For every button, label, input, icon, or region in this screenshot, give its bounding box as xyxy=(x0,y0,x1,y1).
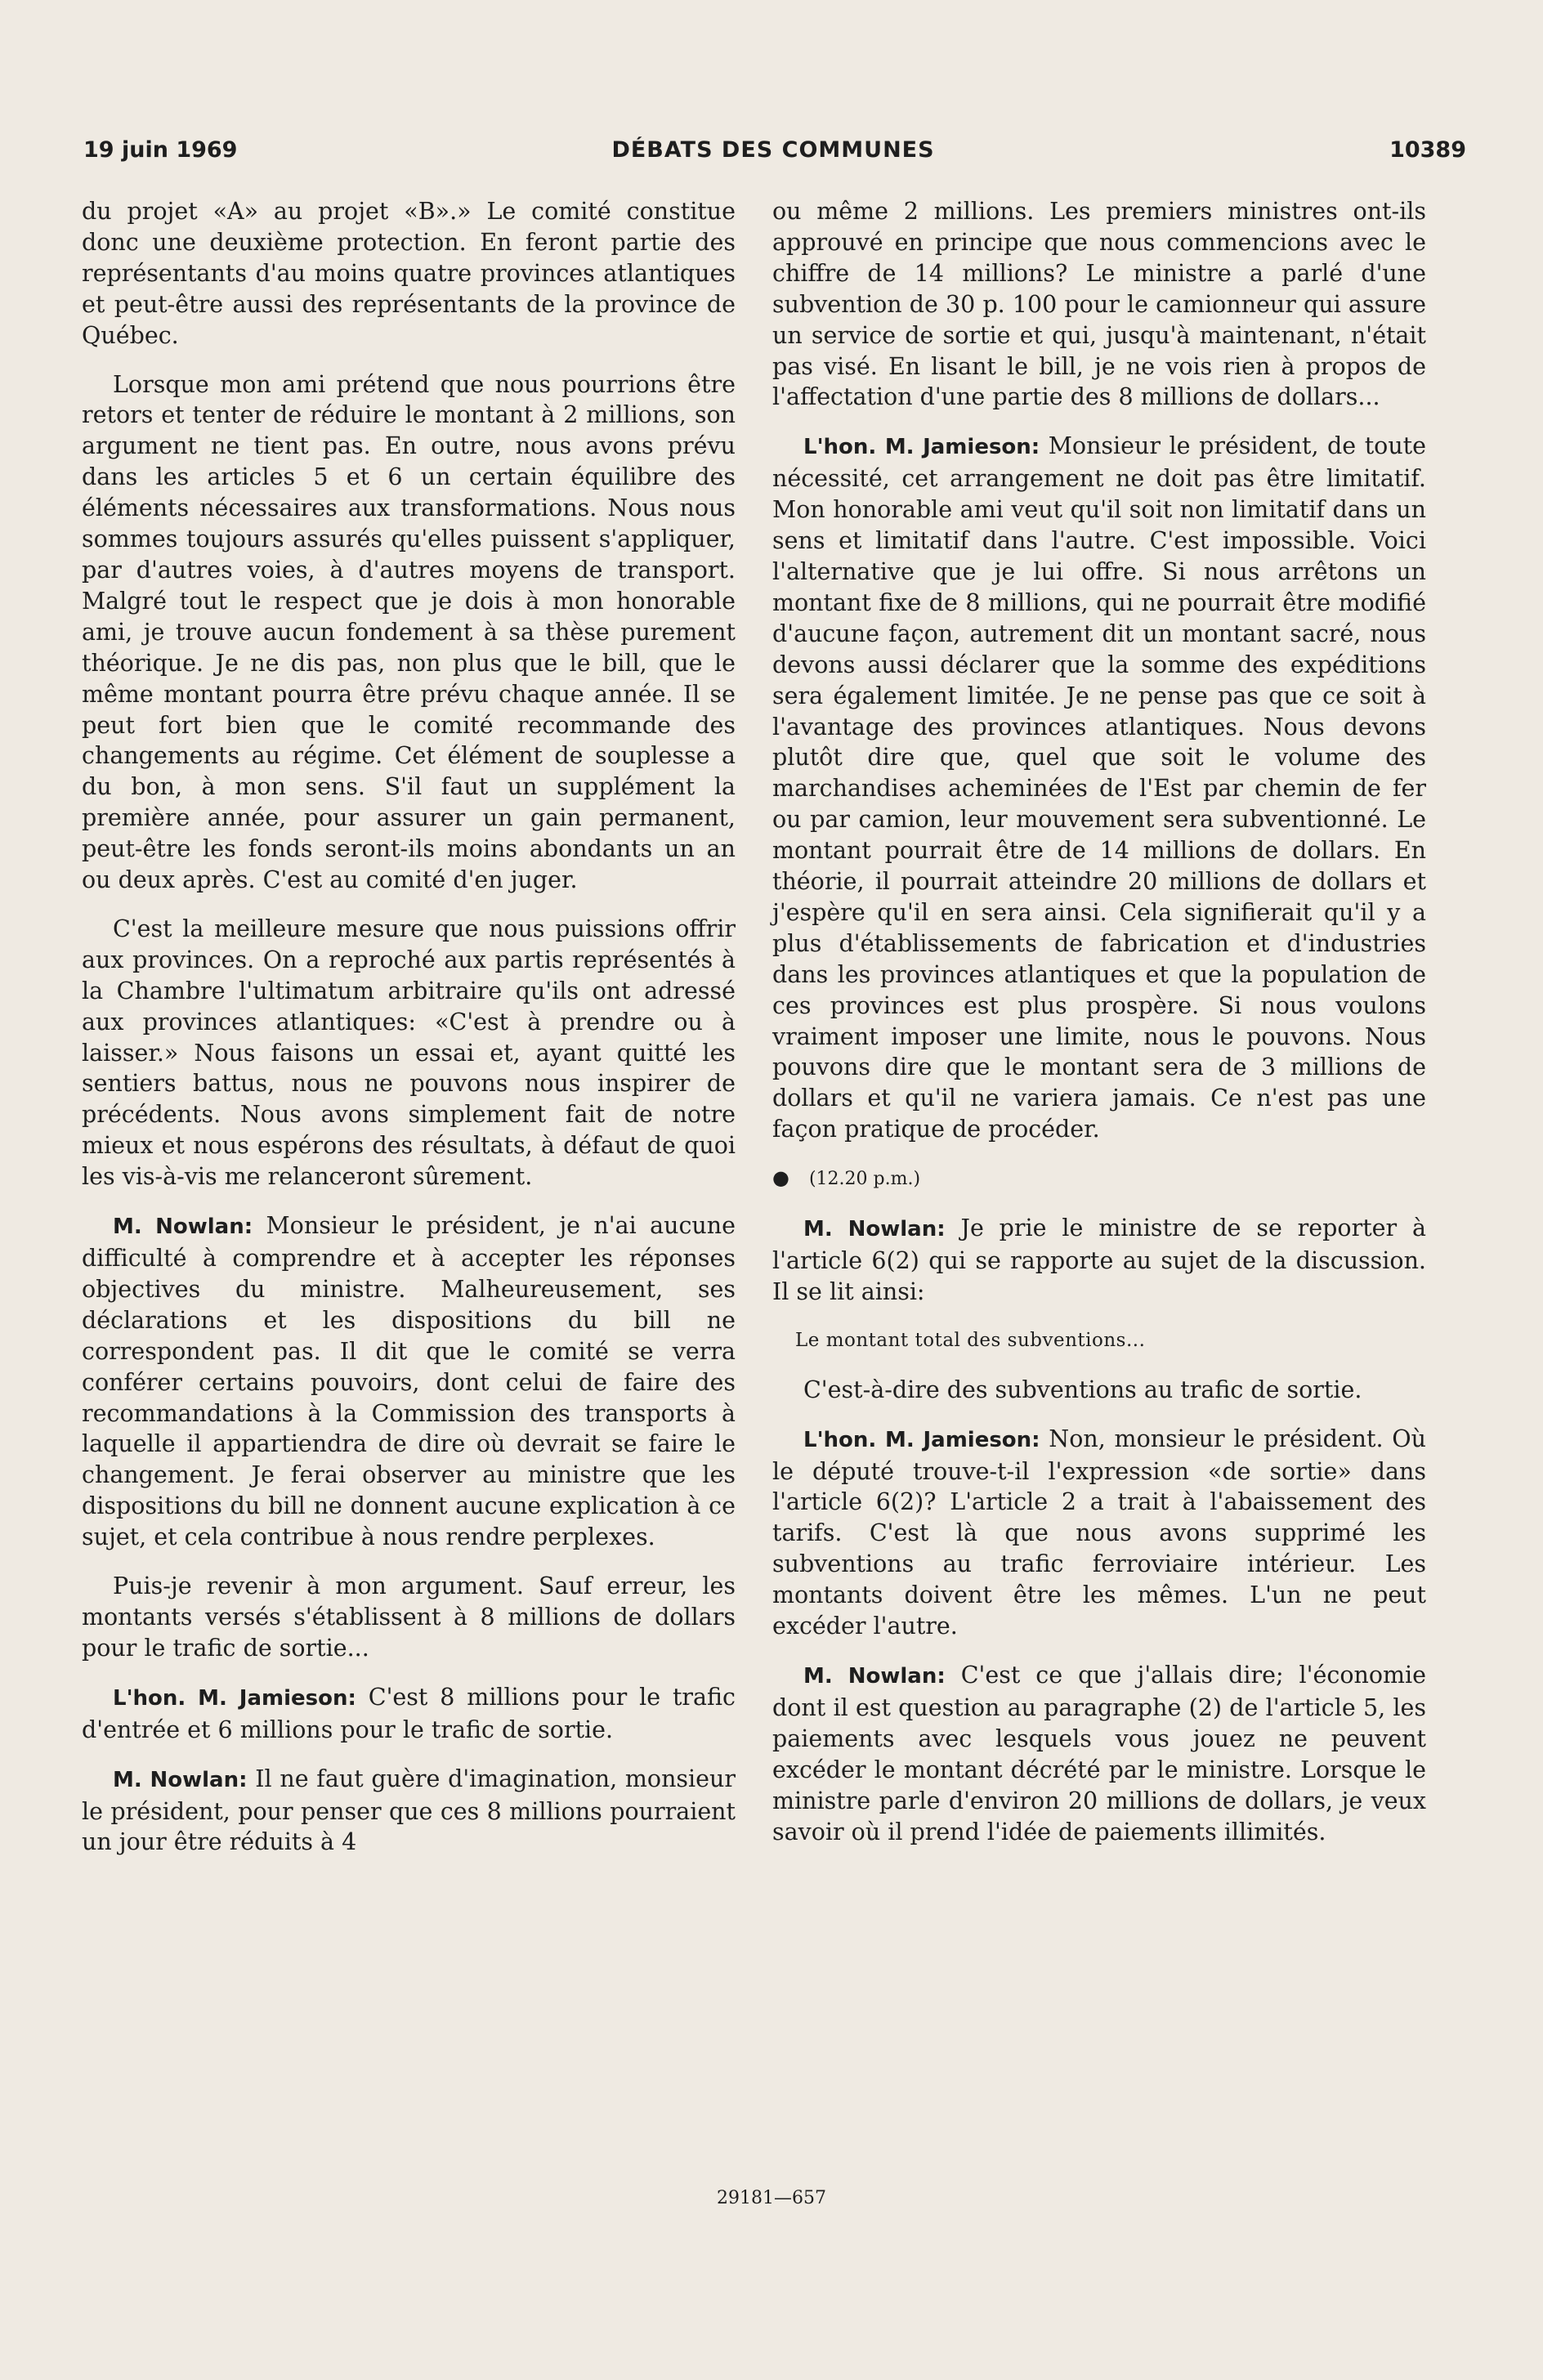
speech-text: Non, monsieur le président. Où le député trouve-t-il l'expression «de sortie» dans l'article 6(2)? L'article 2 a trait à l'abaissement des tarifs. C'est là que nous avons supprimé les subventions au trafic ferroviaire intérieur. Les montants doivent être les mêmes. L'un ne peut excéder l'autre. xyxy=(772,1425,1426,1640)
speech-text: Monsieur le président, de toute nécessité, cet arrangement ne doit pas être limitatif. Mon honorable ami veut qu'il soit non limitatif dans un sens et limitatif dans l'autre. C'est impossible. Voici l'alternative que je lui offre. Si nous arrêtons un montant fixe de 8 millions, qui ne pourrait être modifié d'aucune façon, autrement dit un montant sacré, nous devons aussi déclarer que la somme des expéditions sera également limitée. Je ne pense pas que ce soit à l'avantage des provinces atlantiques. Nous devons plutôt dire que, quel que soit le volume des marchandises acheminées de l'Est par chemin de fer ou par camion, leur mouvement sera subventionné. Le montant pourrait être de 14 millions de dollars. En théorie, il pourrait atteindre 20 millions de dollars et j'espère qu'il en sera ainsi. Cela signifierait qu'il y a plus d'établissements de fabrication et d'industries dans les provinces atlantiques et que la population de ces provinces est plus prospère. Si nous voulons vraiment imposer une limite, nous le pouvons. Nous pouvons dire que le montant sera de 3 millions de dollars et qu'il ne variera jamais. Ce n'est pas une façon pratique de procéder. xyxy=(772,432,1426,1143)
speech-paragraph xyxy=(772,1213,1426,1308)
speech-text: Monsieur le président, je n'ai aucune difficulté à comprendre et à accepter les réponses objectives du ministre. Malheureusement, ses déclarations et les dispositions du bill ne correspondent pas. Il dit que le comité se verra conférer certains pouvoirs, dont celui de faire des recommandations à la Commission des transports à laquelle il appartiendra de dire où devrait se faire le changement. Je ferai observer au ministre que les dispositions du bill ne donnent aucune explication à ce sujet, et cela contribue à nous rendre perplexes. xyxy=(82,1212,736,1551)
speech-paragraph xyxy=(82,1210,736,1553)
header-page-number: 10389 xyxy=(1389,137,1466,163)
quoted-text: Le montant total des subventions... xyxy=(795,1329,1146,1351)
right-column xyxy=(772,196,1426,1847)
paragraph: Lorsque mon ami prétend que nous pourrions être retors et tenter de réduire le montant à 2 millions, son argument ne tient pas. En outre, nous avons prévu dans les articles 5 et 6 un certain équilibre des éléments nécessaires aux transformations. Nous nous sommes toujours assurés qu'elles puissent s'appliquer, par d'autres voies, à d'autres moyens de transport. Malgré tout le respect que je dois à mon honorable ami, je trouve aucun fondement à sa thèse purement théorique. Je ne dis pas, non plus que le bill, que le même montant pourra être prévu chaque année. Il se peut fort bien que le comité recommande des changements au régime. Cet élément de souplesse a du bon, à mon sens. S'il faut un supplément la première année, pour assurer un gain permanent, peut-être les fonds seront-ils moins abondants un an ou deux après. C'est au comité d'en juger. xyxy=(82,370,736,894)
speech-text: C'est ce que j'allais dire; l'économie dont il est question au paragraphe (2) de l'article 5, les paiements avec lesquels vous jouez ne peuvent excéder le montant décrété par le ministre. Lorsque le ministre parle d'environ 20 millions de dollars, je veux savoir où il prend l'idée de paiements illimités. xyxy=(772,1661,1426,1845)
speech-text: Il ne faut guère d'imagination, monsieur le président, pour penser que ces 8 millions pourraient un jour être réduits à 4 xyxy=(82,1765,736,1856)
speaker-name: M. Nowlan: xyxy=(803,1663,946,1689)
bullet-icon: ● xyxy=(772,1166,789,1190)
paragraph: C'est-à-dire des subventions au trafic de sortie. xyxy=(803,1376,1362,1403)
speech-text: Je prie le ministre de se reporter à l'article 6(2) qui se rapporte au sujet de la discussion. Il se lit ainsi: xyxy=(772,1215,1427,1305)
header-title: DÉBATS DES COMMUNES xyxy=(611,137,935,163)
speaker-name: L'hon. M. Jamieson: xyxy=(803,435,1040,460)
paragraph: ou même 2 millions. Les premiers ministres ont-ils approuvé en principe que nous commencions avec le chiffre de 14 millions? Le ministre a parlé d'une subvention de 30 p. 100 pour le camionneur qui assure un service de sortie et qui, jusqu'à maintenant, n'était pas visé. En lisant le bill, je ne vois rien à propos de l'affectation d'une partie des 8 millions de dollars... xyxy=(772,198,1426,411)
speech-paragraph xyxy=(772,431,1426,1145)
footer-code: 29181—657 xyxy=(717,2188,826,2208)
speech-paragraph xyxy=(82,1682,736,1746)
paragraph: C'est la meilleure mesure que nous puissions offrir aux provinces. On a reproché aux partis représentés à la Chambre l'ultimatum arbitraire qu'ils ont adressé aux provinces atlantiques: «C'est à prendre ou à laisser.» Nous faisons un essai et, ayant quitté les sentiers battus, nous ne pouvons nous inspirer de précédents. Nous avons simplement fait de notre mieux et nous espérons des résultats, à défaut de quoi les vis-à-vis me relanceront sûrement. xyxy=(82,915,736,1191)
header-date: 19 juin 1969 xyxy=(83,137,238,163)
speech-text: C'est 8 millions pour le trafic d'entrée et 6 millions pour le trafic de sortie. xyxy=(82,1683,736,1743)
speech-paragraph xyxy=(772,1424,1426,1642)
paragraph: du projet «A» au projet «B».» Le comité constitue donc une deuxième protection. En feront partie des représentants d'au moins quatre provinces atlantiques et peut-être aussi des représentants de la province de Québec. xyxy=(82,198,736,349)
speaker-name: L'hon. M. Jamieson: xyxy=(803,1427,1040,1452)
time-marker xyxy=(772,1163,1426,1195)
left-column xyxy=(82,196,736,1858)
speech-paragraph xyxy=(772,1660,1426,1847)
speaker-name: M. Nowlan: xyxy=(113,1215,253,1240)
running-header xyxy=(74,132,1473,173)
speech-paragraph xyxy=(82,1764,736,1859)
speaker-name: M. Nowlan: xyxy=(113,1767,248,1792)
speaker-name: L'hon. M. Jamieson: xyxy=(113,1685,356,1711)
speaker-name: M. Nowlan: xyxy=(803,1217,946,1242)
time-stamp: (12.20 p.m.) xyxy=(808,1169,921,1190)
paragraph: Puis-je revenir à mon argument. Sauf erreur, les montants versés s'établissent à 8 millions de dollars pour le trafic de sortie... xyxy=(82,1572,736,1662)
